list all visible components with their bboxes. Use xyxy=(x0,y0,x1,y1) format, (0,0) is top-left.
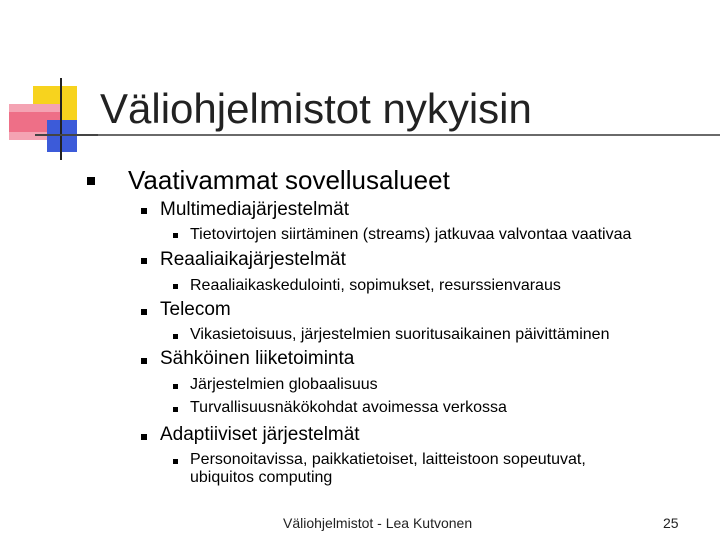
level1-heading: Vaativammat sovellusalueet xyxy=(128,165,450,195)
sub-item: Tietovirtojen siirtäminen (streams) jatkuvaa valvontaa vaativaa xyxy=(190,226,632,243)
sub-item: Järjestelmien globaalisuus xyxy=(190,376,378,393)
logo-vertical-line xyxy=(60,78,62,160)
bullet-icon xyxy=(141,208,147,214)
slide-title: Väliohjelmistot nykyisin xyxy=(100,85,532,132)
bullet-icon xyxy=(141,434,147,440)
sub-item: Vikasietoisuus, järjestelmien suoritusaikainen päivittäminen xyxy=(190,326,610,343)
bullet-icon xyxy=(87,177,95,185)
bullet-icon xyxy=(141,309,147,315)
title-underline xyxy=(98,134,720,136)
bullet-icon xyxy=(173,284,178,289)
list-item-adaptive: Adaptiiviset järjestelmät xyxy=(160,424,360,445)
bullet-icon xyxy=(141,258,147,264)
sub-item-continuation: ubiquitos computing xyxy=(190,469,333,486)
list-item-ebusiness: Sähköinen liiketoiminta xyxy=(160,348,355,369)
page-number: 25 xyxy=(663,515,679,531)
sub-item: Reaaliaikaskedulointi, sopimukset, resurssienvaraus xyxy=(190,277,561,294)
logo-blue-square xyxy=(47,120,77,152)
bullet-icon xyxy=(141,358,147,364)
bullet-icon xyxy=(173,233,178,238)
list-item-telecom: Telecom xyxy=(160,299,231,320)
bullet-icon xyxy=(173,334,178,339)
footer-caption: Väliohjelmistot - Lea Kutvonen xyxy=(283,515,473,531)
list-item-multimedia: Multimediajärjestelmät xyxy=(160,199,350,220)
bullet-icon xyxy=(173,459,178,464)
bullet-icon xyxy=(173,407,178,412)
sub-item: Personoitavissa, paikkatietoiset, laitteistoon sopeutuvat, xyxy=(190,451,586,468)
list-item-realtime: Reaaliaikajärjestelmät xyxy=(160,249,346,270)
bullet-icon xyxy=(173,384,178,389)
sub-item: Turvallisuusnäkökohdat avoimessa verkossa xyxy=(190,399,507,416)
